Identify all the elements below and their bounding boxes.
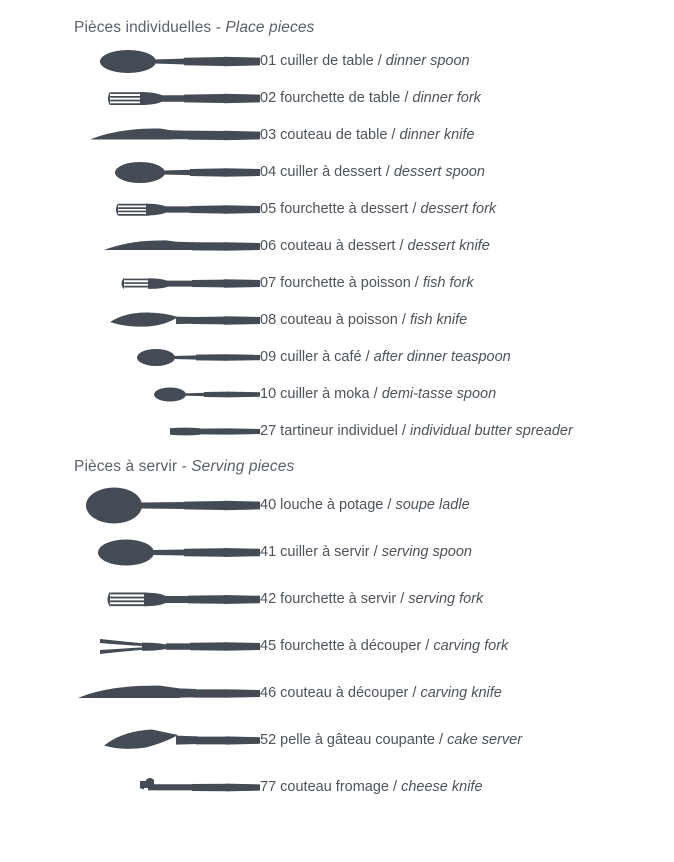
- section-title-en: Place pieces: [225, 19, 315, 36]
- item-label-fr: cuiller à dessert: [280, 164, 382, 181]
- item-label-fr: couteau fromage: [280, 779, 389, 796]
- serving-spoon-icon: [74, 529, 260, 576]
- item-label-fr: cuiller à café: [280, 349, 362, 366]
- item-label-fr: couteau à poisson: [280, 312, 398, 329]
- list-item-label: [260, 165, 485, 180]
- list-item: [0, 339, 674, 376]
- item-label-en: dinner knife: [399, 127, 475, 144]
- spoon-medium-icon: [74, 154, 260, 191]
- cake-server-icon: [74, 717, 260, 764]
- item-label-fr: couteau à dessert: [280, 238, 396, 255]
- section-title-separator: -: [211, 19, 226, 36]
- list-item: [0, 265, 674, 302]
- item-label-separator: /: [408, 685, 421, 702]
- item-number: 10: [260, 386, 277, 403]
- place-pieces-list: [0, 43, 674, 450]
- list-item: [0, 482, 674, 529]
- list-item-label: [260, 639, 508, 654]
- item-number: 07: [260, 275, 277, 292]
- list-item-label: [260, 545, 472, 560]
- section-title-place-pieces: [0, 0, 674, 37]
- carving-knife-icon: [74, 670, 260, 717]
- list-item-label: [260, 733, 522, 748]
- list-item-label: [260, 202, 496, 217]
- list-item-label: [260, 592, 483, 607]
- item-label-fr: pelle à gâteau coupante: [280, 732, 435, 749]
- fork-medium-icon: [74, 191, 260, 228]
- item-label-fr: fourchette de table: [280, 90, 401, 107]
- list-item: [0, 623, 674, 670]
- item-label-fr: fourchette à dessert: [280, 201, 409, 218]
- item-label-en: carving knife: [420, 685, 502, 702]
- list-item-label: [260, 498, 470, 513]
- item-label-fr: couteau de table: [280, 127, 388, 144]
- item-label-separator: /: [369, 544, 382, 561]
- item-label-separator: /: [389, 779, 402, 796]
- item-label-en: individual butter spreader: [409, 423, 573, 440]
- item-label-separator: /: [395, 238, 408, 255]
- section-title-separator: -: [177, 458, 192, 475]
- serving-fork-icon: [74, 576, 260, 623]
- list-item: [0, 154, 674, 191]
- item-label-en: cheese knife: [401, 779, 483, 796]
- list-item: [0, 302, 674, 339]
- item-label-fr: fourchette à poisson: [280, 275, 411, 292]
- spoon-small-icon: [74, 339, 260, 376]
- list-item-label: [260, 686, 502, 701]
- item-number: 03: [260, 127, 277, 144]
- item-label-en: dessert spoon: [393, 164, 485, 181]
- item-label-separator: /: [373, 53, 386, 70]
- item-label-separator: /: [410, 275, 423, 292]
- item-label-separator: /: [397, 423, 410, 440]
- item-label-en: dessert fork: [420, 201, 497, 218]
- list-item: [0, 413, 674, 450]
- item-label-separator: /: [387, 127, 400, 144]
- knife-large-icon: [74, 117, 260, 154]
- item-label-en: after dinner teaspoon: [373, 349, 511, 366]
- item-label-fr: couteau à découper: [280, 685, 409, 702]
- section-title-serving-pieces: [0, 450, 674, 476]
- item-label-en: serving fork: [408, 591, 484, 608]
- list-item: [0, 717, 674, 764]
- item-number: 41: [260, 544, 277, 561]
- knife-fish-icon: [74, 302, 260, 339]
- list-item: [0, 576, 674, 623]
- fork-large-icon: [74, 80, 260, 117]
- section-title-en: Serving pieces: [191, 458, 295, 475]
- list-item-label: [260, 91, 481, 106]
- item-number: 77: [260, 779, 277, 796]
- item-label-fr: fourchette à découper: [280, 638, 422, 655]
- item-label-en: demi-tasse spoon: [381, 386, 497, 403]
- knife-medium-icon: [74, 228, 260, 265]
- item-number: 08: [260, 312, 277, 329]
- item-label-en: dessert knife: [407, 238, 490, 255]
- item-label-separator: /: [434, 732, 448, 749]
- item-label-en: soupe ladle: [395, 497, 470, 514]
- item-number: 27: [260, 423, 277, 440]
- spoon-large-icon: [74, 43, 260, 80]
- list-item-label: [260, 424, 573, 439]
- spreader-icon: [74, 413, 260, 450]
- carving-fork-icon: [74, 623, 260, 670]
- item-number: 09: [260, 349, 277, 366]
- item-label-separator: /: [408, 201, 421, 218]
- item-label-en: cake server: [447, 732, 523, 749]
- list-item-label: [260, 780, 483, 795]
- item-number: 05: [260, 201, 277, 218]
- item-label-separator: /: [421, 638, 434, 655]
- item-label-fr: fourchette à servir: [280, 591, 397, 608]
- item-label-en: dinner fork: [412, 90, 481, 107]
- item-number: 01: [260, 53, 277, 70]
- item-label-fr: cuiller à moka: [280, 386, 370, 403]
- list-item-label: [260, 350, 511, 365]
- item-label-separator: /: [396, 591, 409, 608]
- list-item: [0, 670, 674, 717]
- cheese-knife-icon: [74, 764, 260, 811]
- list-item-label: [260, 276, 474, 291]
- list-item-label: [260, 239, 490, 254]
- item-label-en: fish fork: [422, 275, 474, 292]
- list-item: [0, 80, 674, 117]
- list-item: [0, 529, 674, 576]
- item-number: 02: [260, 90, 277, 107]
- item-label-fr: cuiller à servir: [280, 544, 370, 561]
- item-label-separator: /: [381, 164, 394, 181]
- item-label-en: fish knife: [409, 312, 468, 329]
- list-item-label: [260, 128, 474, 143]
- item-label-fr: cuiller de table: [280, 53, 374, 70]
- item-label-separator: /: [369, 386, 382, 403]
- item-number: 40: [260, 497, 277, 514]
- item-label-en: dinner spoon: [385, 53, 470, 70]
- item-label-fr: louche à potage: [280, 497, 384, 514]
- section-title-fr: Pièces à servir: [74, 458, 178, 475]
- item-number: 45: [260, 638, 277, 655]
- fork-fish-icon: [74, 265, 260, 302]
- list-item-label: [260, 387, 496, 402]
- item-label-en: serving spoon: [381, 544, 472, 561]
- ladle-icon: [74, 482, 260, 529]
- list-item: [0, 43, 674, 80]
- item-label-en: carving fork: [433, 638, 509, 655]
- item-number: 42: [260, 591, 277, 608]
- section-serving-pieces: [0, 450, 674, 811]
- list-item: [0, 764, 674, 811]
- section-title-fr: Pièces individuelles: [74, 19, 212, 36]
- list-item: [0, 376, 674, 413]
- list-item-label: [260, 313, 467, 328]
- serving-pieces-list: [0, 482, 674, 811]
- item-label-separator: /: [400, 90, 413, 107]
- list-item-label: [260, 54, 470, 69]
- item-number: 04: [260, 164, 277, 181]
- item-number: 52: [260, 732, 277, 749]
- list-item: [0, 117, 674, 154]
- item-number: 06: [260, 238, 277, 255]
- item-label-separator: /: [361, 349, 374, 366]
- item-label-fr: tartineur individuel: [280, 423, 398, 440]
- spoon-tiny-icon: [74, 376, 260, 413]
- item-number: 46: [260, 685, 277, 702]
- list-item: [0, 191, 674, 228]
- item-label-separator: /: [397, 312, 410, 329]
- list-item: [0, 228, 674, 265]
- item-label-separator: /: [383, 497, 396, 514]
